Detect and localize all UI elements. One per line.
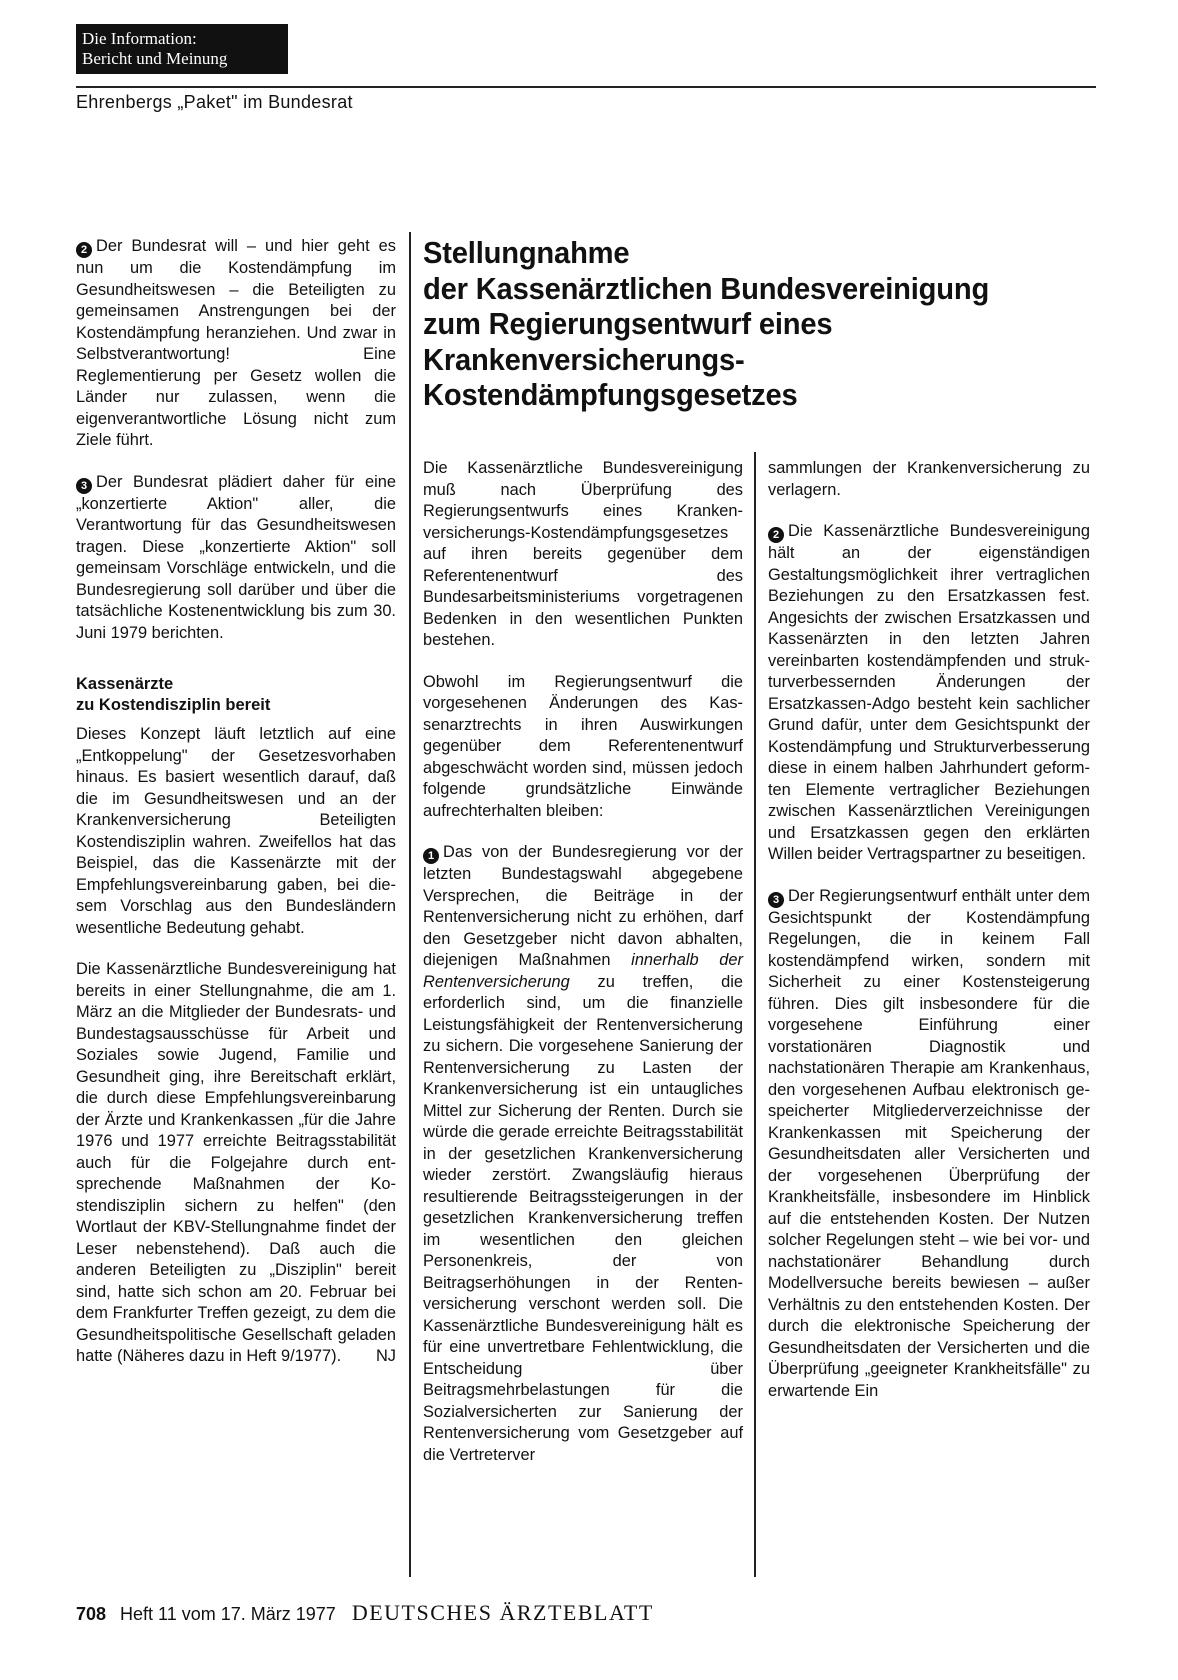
running-title: Ehrenbergs „Paket" im Bundesrat bbox=[76, 92, 353, 112]
article-continuation: sammlungen der Krankenversicherung zu verlagern. bbox=[768, 459, 1090, 499]
point-3-text: Der Regierungsentwurf enthält unter dem Gesichtspunkt der Kostendämpfung Regelungen, die in keinem Fall kostendämpfend wirken, sondern mit Sicherheit zu einer Kostensteigerung führen. Dies gilt insbesondere für die vorgesehene Einführung einer vorstationären Diagnostik und nachstationären Therapie am Krankenhaus, den vorgesehenen Aufbau elektronisch gespeicherter Mitgliederverzeichnisse der Krankenkassen mit Speicherung der Gesundheitsdaten aller Versicherten und der vorgesehenen Überprüfung der Krankheitsfälle, insbesondere im Hinblick auf die entstehenden Kosten. Der Nutzen solcher Regelungen steht – wie bei vor- und nachstationärer Behandlung durch Modellversuche bereits bewiesen – außer Verhältnis zu den entstehenden Kosten. Der durch die elektronische Speicherung der Gesundheitsdaten der Versicherten und die Überprüfung „geeigneter Krankheitsfälle" zu erwartende Ein bbox=[768, 886, 1090, 1400]
title-line-1: Stellungnahme bbox=[423, 235, 630, 270]
section-badge bbox=[76, 24, 288, 74]
article-title bbox=[423, 235, 1062, 413]
title-line-2: der Kassenärztlichen Bundesvereinigung bbox=[423, 270, 990, 306]
article-paragraph: Obwohl im Regierungsentwurf die vorgesehenen Änderungen des Kassenarztrechts in ihren Auswirkungen gegenüber dem Referentenentwurf abgeschwächt worden sind, müssen jedoch folgende grundsätzliche Einwände aufrechterhalten bleiben: bbox=[423, 672, 743, 820]
journal-masthead: DEUTSCHES ÄRZTEBLATT bbox=[351, 1600, 654, 1625]
subheading-line-1: Kassenärzte bbox=[76, 675, 174, 693]
column-divider-left bbox=[409, 232, 411, 1577]
middle-column bbox=[423, 458, 743, 1486]
badge-line-1: Die Information: bbox=[82, 29, 197, 48]
point-1-emphasis: innerhalb der Rentenversicherung bbox=[423, 951, 744, 991]
page-footer bbox=[76, 1600, 654, 1626]
page-number: 708 bbox=[76, 1604, 107, 1624]
column-divider-right bbox=[754, 452, 756, 1577]
right-column bbox=[768, 458, 1090, 1422]
number-2-icon: 2 bbox=[76, 242, 92, 258]
left-paragraph-2-text: Die Kassenärztliche Bundesvereinigung hat bereits in einer Stellungnahme, die am 1. März an die Mitglieder der Bundesrats- und Bundestagsausschüsse für Arbeit und Soziales sowie Jugend, Familie und Gesundheit ging, ihre Bereitschaft erklärt, die durch diese Empfehlungsvereinbarung der Ärzte und Krankenkassen „für die Jahre 1976 und 1977 erreichte Beitragsstabilität auch für die Folgejahre durch entsprechende Maßnahmen der Kostendisziplin sichern zu helfen" (den Wortlaut der KBV-Stellungnahme findet der Leser nebenstehend). Daß auch die anderen Beteiligten zu „Disziplin" bereit sind, hatte sich schon am 20. Februar bei dem Frankfurter Treffen gezeigt, zu dem die Gesundheitspolitische Gesellschaft geladen hatte (Näheres dazu in Heft 9/1977). bbox=[76, 960, 396, 1365]
left-column bbox=[76, 236, 396, 1388]
header-rule bbox=[76, 86, 1096, 88]
title-line-4: Krankenversicherungs- bbox=[423, 341, 745, 377]
left-item-2-text: Der Bundesrat will – und hier geht es nun um die Kostendämpfung im Gesundheitswesen – die Beteiligten zu gemeinsamen Anstrengungen bei der Kostendämpfung heranziehen. Und zwar in Selbstverantwortung! Eine Reglementierung per Gesetz wollen die Länder nur zulassen, wenn die eigenverantwortliche Lösung nicht zum Ziele führt. bbox=[76, 237, 396, 449]
left-paragraph-1: Dieses Konzept läuft letztlich auf eine „Entkoppelung" der Gesetzesvorhaben hinaus. Es basiert wesentlich darauf, daß die im Gesundheitswesen und an der Krankenversicherung Beteiligten Kostendisziplin wahren. Zweifellos hat das Beispiel, das die Kassenärzte mit der Empfehlungsvereinbarung gaben, bei diesem Vorschlag aus den Bundesländern wesentliche Bedeutung gehabt. bbox=[76, 725, 396, 937]
badge-line-2: Bericht und Meinung bbox=[82, 49, 228, 68]
left-item-2 bbox=[76, 236, 396, 452]
point-2-text: Die Kassenärztliche Bundesvereinigung hält an der eigenständigen Gestaltungsmöglichkeit ihrer vertraglichen Beziehungen zu den Ersatzkassen fest. Angesichts der zwischen Ersatzkassen und Kassenärzten in den letzten Jahren vereinbarten kostendämpfenden und strukturverbessernden Änderungen der Ersatzkassen-Adgo besteht kein sachlicher Grund dafür, unter dem Gesichtspunkt der Kostendämpfung und Strukturverbesserung diese in einem halben Jahrhundert geformten Elemente vertraglicher Beziehungen zwischen Kassenärztlichen Vereinigungen und Ersatzkassen gegen den erklärten Willen beider Vertragspartner zu beseitigen. bbox=[768, 522, 1090, 863]
subheading bbox=[76, 674, 396, 716]
article-point-1 bbox=[423, 842, 743, 1466]
author-signature: NJ bbox=[375, 1347, 396, 1365]
left-paragraph-2 bbox=[76, 959, 396, 1368]
article-point-2 bbox=[768, 521, 1090, 866]
title-line-5: Kostendämpfungsgesetzes bbox=[423, 377, 798, 412]
subheading-line-2: zu Kostendisziplin bereit bbox=[76, 696, 271, 714]
issue-info: Heft 11 vom 17. März 1977 bbox=[120, 1604, 336, 1624]
number-2-icon: 2 bbox=[768, 527, 784, 543]
number-3-icon: 3 bbox=[768, 892, 784, 908]
left-item-3 bbox=[76, 472, 396, 645]
point-1-text-a: Das von der Bundesregierung vor der letzten Bundestagswahl abgegebene Versprechen, die Beiträge in der Rentenversicherung nicht zu erhöhen, darf den Gesetzgeber nicht davon abhalten, diejenigen Maßnahmen bbox=[423, 843, 743, 969]
article-point-3 bbox=[768, 886, 1090, 1403]
number-1-icon: 1 bbox=[423, 848, 439, 864]
title-line-3: zum Regierungsentwurf eines bbox=[423, 306, 833, 341]
number-3-icon: 3 bbox=[76, 478, 92, 494]
left-item-3-text: Der Bundesrat plädiert daher für eine „konzertierte Aktion" aller, die Verantwortung für das Gesundheitswesen tragen. Diese „konzertierte Aktion" soll gemeinsam Vorschläge entwickeln, und die Bundesregierung soll darüber und über die tatsächliche Kostenentwicklung bis zum 30. Juni 1979 berichten. bbox=[76, 472, 396, 642]
article-intro: Die Kassenärztliche Bundesvereinigung muß nach Überprüfung des Regierungsentwurfs eines Krankenversicherungs-Kostendämpfungsgesetzes auf ihren bereits gegenüber dem Referentenentwurf des Bundesarbeitsministeriums vorgetragenen Bedenken in den wesentlichen Punkten bestehen. bbox=[423, 459, 743, 649]
point-1-text-b: zu treffen, die erforderlich sind, um die finanzielle Leistungsfähigkeit der Rentenversicherung zu sichern. Die vorgesehene Sanierung der Rentenversicherung zu Lasten der Krankenversicherung ist ein untaugliches Mittel zur Sicherung der Renten. Durch sie würde die gerade erreichte Beitragsstabilität in der gesetzlichen Krankenversicherung wieder zerstört. Zwangsläufig hieraus resultierende Beitragssteigerungen in der gesetzlichen Krankenversicherung treffen im wesentlichen den gleichen Personenkreis, der von Beitragserhöhungen in der Rentenversicherung verschont werden soll. Die Kassenärztliche Bundesvereinigung hält es für eine unvertretbare Fehlentwicklung, die Entscheidung über Beitragsmehrbelastungen für die Sozialversicherten zur Sanierung der Rentenversicherung vom Gesetzgeber auf die Vertreterver bbox=[423, 972, 743, 1464]
